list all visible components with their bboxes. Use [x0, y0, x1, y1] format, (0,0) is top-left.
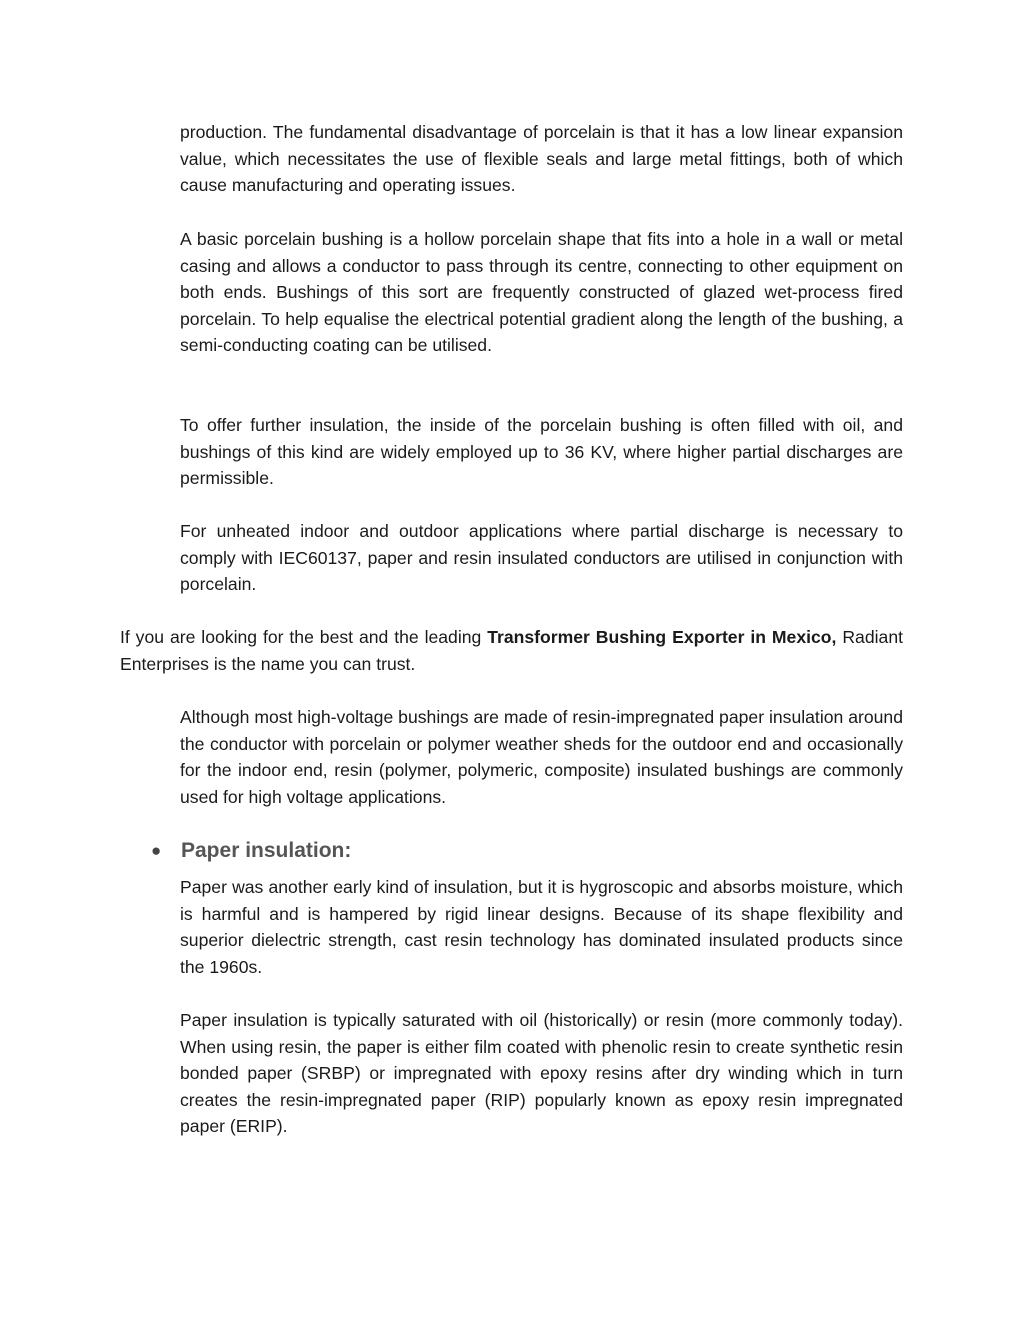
paragraph-oil-insulation: To offer further insulation, the inside of the porcelain bushing is often filled with oil, and bushings of this kind are widely employed up to 36 KV, where higher partial discharges are permissible. [180, 415, 903, 489]
paragraph-basic-porcelain-bushing: A basic porcelain bushing is a hollow porcelain shape that fits into a hole in a wall or metal casing and allows a conductor to pass through its centre, connecting to other equipment on both ends. Bushings of this sort are frequently constructed of glazed wet-process fired porcelain. To help equalise the electrical potential gradient along the length of the bushing, a semi-conducting coating can be utilised. [180, 229, 903, 356]
promo-bold-keyword: Transformer Bushing Exporter in Mexico, [487, 627, 837, 647]
paragraph-paper-saturation: Paper insulation is typically saturated with oil (historically) or resin (more commonly today). When using resin, the paper is either film coated with phenolic resin to create synthetic resin bonded paper (SRBP) or impregnated with epoxy resins after dry winding which in turn creates the resin-impregnated paper (RIP) popularly known as epoxy resin impregnated paper (ERIP). [180, 1010, 903, 1137]
paragraph-paper-early-insulation: Paper was another early kind of insulation, but it is hygroscopic and absorbs moisture, which is harmful and is hampered by rigid linear designs. Because of its shape flexibility and superior dielectric strength, cast resin technology has dominated insulated products since the 1960s. [180, 877, 903, 977]
paragraph-porcelain-disadvantage: production. The fundamental disadvantage of porcelain is that it has a low linear expansion value, which necessitates the use of flexible seals and large metal fittings, both of which cause manufacturing and operating issues. [180, 122, 903, 196]
section-heading-paper-insulation: Paper insulation: [181, 839, 352, 862]
paragraph-exporter-promo [120, 624, 903, 677]
promo-text-before: If you are looking for the best and the leading [120, 627, 488, 647]
paragraph-indoor-outdoor-applications: For unheated indoor and outdoor applications where partial discharge is necessary to comply with IEC60137, paper and resin insulated conductors are utilised in conjunction with porcelain. [180, 521, 903, 595]
paragraph-high-voltage-bushings: Although most high-voltage bushings are made of resin-impregnated paper insulation around the conductor with porcelain or polymer weather sheds for the outdoor end and occasionally for the indoor end, resin (polymer, polymeric, composite) insulated bushings are commonly used for high voltage applications. [180, 707, 903, 807]
bullet-icon: ● [151, 841, 162, 860]
promo-text-after: Radiant Enterprises is the name you can trust. [120, 627, 903, 674]
